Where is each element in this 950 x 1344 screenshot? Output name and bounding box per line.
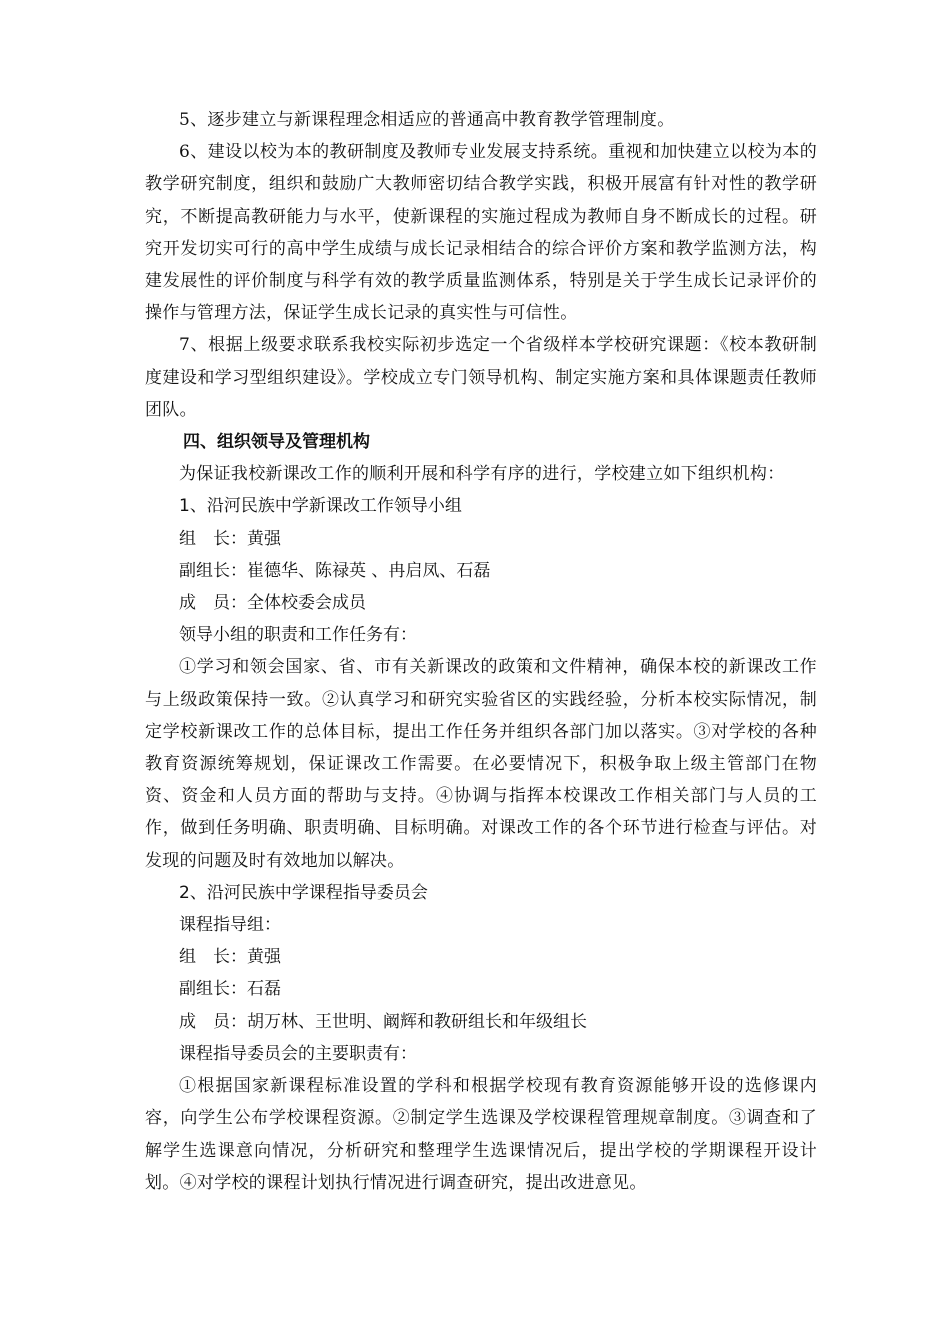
group1-deputy: 副组长：崔德华、陈禄英 、冉启凤、石磊	[179, 560, 491, 581]
paragraph-item-5: 5、逐步建立与新课程理念相适应的普通高中教育教学管理制度。	[179, 110, 675, 130]
group2-title: 2、沿河民族中学课程指导委员会	[179, 882, 428, 903]
section-heading-organization: 四、组织领导及管理机构	[183, 432, 370, 453]
paragraph-item-7: 7、根据上级要求联系我校实际初步选定一个省级样本学校研究课题：《校本教研制度建设和学习型组织建设》。学校成立专门领导机构、制定实施方案和具体课题责任教师团队。	[145, 335, 817, 420]
group1-duties: ①学习和领会国家、省、市有关新课改的政策和文件精神，确保本校的新课改工作与上级政策保持一致。②认真学习和研究实验省区的实践经验，分析本校实际情况，制定学校新课改工作的总体目标，提出工作任务并组织各部门加以落实。③对学校的各种教育资源统筹规划，保证课改工作需要。在必要情况下，积极争取上级主管部门在物资、资金和人员方面的帮助与支持。④协调与指挥本校课改工作相关部门与人员的工作，做到任务明确、职责明确、目标明确。对课改工作的各个环节进行检查与评估。对发现的问题及时有效地加以解决。	[145, 657, 817, 871]
group2-deputy: 副组长：石磊	[179, 979, 281, 1000]
group1-leader: 组 长：黄强	[179, 528, 281, 549]
group2-members: 成 员：胡万林、王世明、阚辉和教研组长和年级组长	[179, 1011, 587, 1032]
group2-duties: ①根据国家新课程标准设置的学科和根据学校现有教育资源能够开设的选修课内容，向学生公布学校课程资源。②制定学生选课及学校课程管理规章制度。③调查和了解学生选课意向情况，分析研究和整理学生选课情况后，提出学校的学期课程开设计划。④对学校的课程计划执行情况进行调查研究，提出改进意见。	[145, 1076, 817, 1193]
group1-duties-label: 领导小组的职责和工作任务有：	[179, 625, 417, 646]
group2-leader: 组 长：黄强	[179, 947, 281, 968]
paragraph-item-6: 6、建设以校为本的教研制度及教师专业发展支持系统。重视和加快建立以校为本的教学研究制度，组织和鼓励广大教师密切结合教学实践，积极开展富有针对性的教学研究，不断提高教研能力与水平，使新课程的实施过程成为教师自身不断成长的过程。研究开发切实可行的高中学生成绩与成长记录相结合的综合评价方案和教学监测方法，构建发展性的评价制度与科学有效的教学质量监测体系，特别是关于学生成长记录评价的操作与管理方法，保证学生成长记录的真实性与可信性。	[145, 142, 817, 324]
group1-title: 1、沿河民族中学新课改工作领导小组	[179, 496, 462, 517]
group2-duties-label: 课程指导委员会的主要职责有：	[179, 1043, 417, 1064]
group1-members: 成 员：全体校委会成员	[179, 593, 366, 614]
document-page	[145, 104, 817, 1199]
group2-subgroup-label: 课程指导组：	[179, 915, 281, 936]
section-intro: 为保证我校新课改工作的顺利开展和科学有序的进行，学校建立如下组织机构：	[179, 464, 785, 485]
